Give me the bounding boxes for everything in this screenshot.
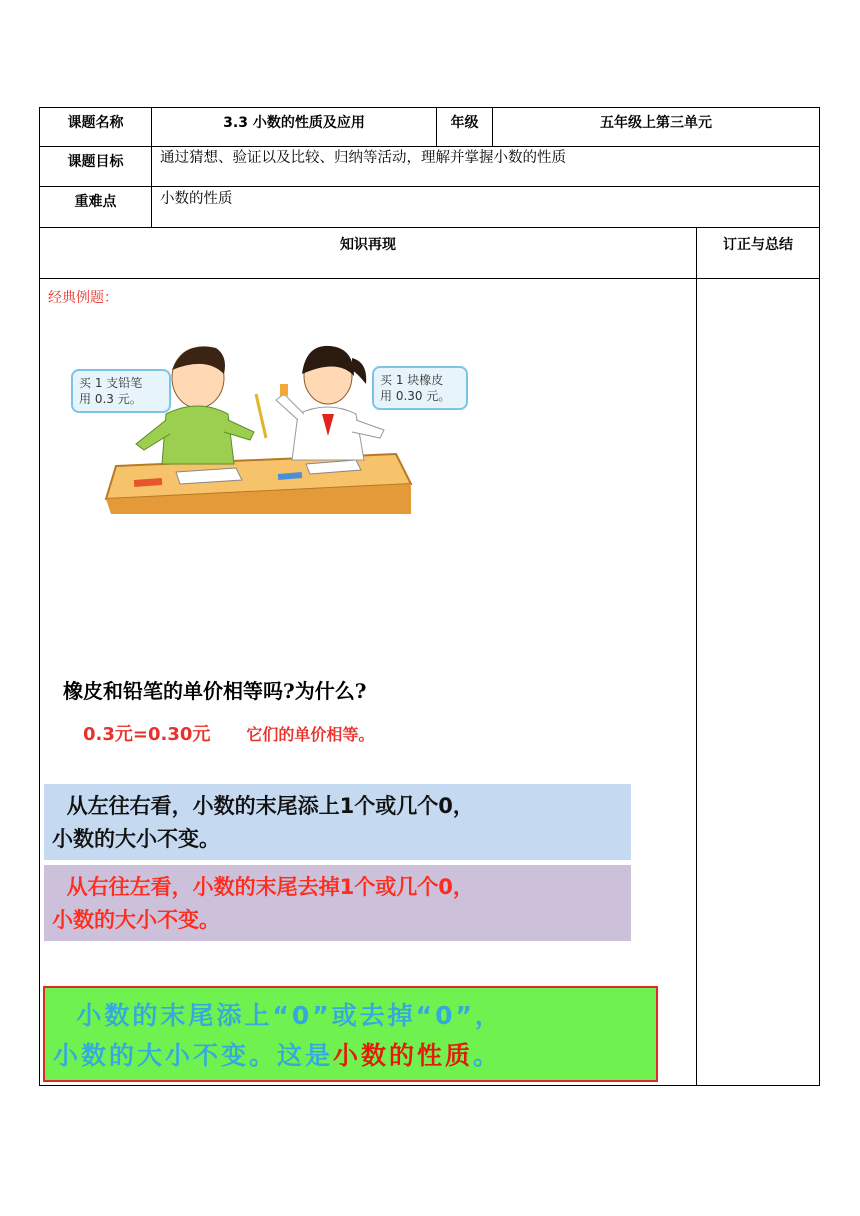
correction-label: 订正与总结 <box>696 227 820 279</box>
knowledge-label: 知识再现 <box>39 227 697 279</box>
rule-add-zero-box <box>44 784 631 860</box>
rule-remove-zero-box <box>44 865 631 941</box>
rule-remove-zero-line-1: 从右往左看，小数的末尾去掉1个或几个0， <box>52 875 474 899</box>
property-highlight: 小数的性质 <box>333 1041 474 1070</box>
example-label: 经典例题： <box>48 290 118 306</box>
boy-speech-bubble <box>71 369 171 413</box>
girl-bubble-line-2: 用 0.30 元。 <box>380 389 451 403</box>
classroom-illustration <box>66 334 486 514</box>
classroom-illustration-icon <box>66 334 486 514</box>
girl-speech-bubble <box>372 366 468 410</box>
rule-remove-zero-line-2: 小数的大小不变。 <box>52 908 220 932</box>
lesson-table <box>39 107 820 1086</box>
grade-value: 五年级上第三单元 <box>492 107 820 147</box>
girl-bubble-line-1: 买 1 块橡皮 <box>380 373 444 387</box>
key-label: 重难点 <box>39 186 152 228</box>
answer-conclusion: 它们的单价相等。 <box>246 725 375 744</box>
rule-add-zero-line-2: 小数的大小不变。 <box>52 827 220 851</box>
goal-value: 通过猜想、验证以及比较、归纳等活动，理解并掌握小数的性质 <box>151 146 820 187</box>
decimal-property-box <box>43 986 658 1082</box>
answer-equation: 0.3元=0.30元 <box>83 724 211 745</box>
title-label: 课题名称 <box>39 107 152 147</box>
key-value: 小数的性质 <box>151 186 820 228</box>
property-line-1: 小数的末尾添上“0”或去掉“0”， <box>53 1001 503 1030</box>
boy-bubble-line-1: 买 1 支铅笔 <box>79 376 143 390</box>
title-value: 3.3 小数的性质及应用 <box>151 107 437 147</box>
property-line-2 <box>53 1036 648 1076</box>
property-line-2-start: 小数的大小不变。这是 <box>53 1041 334 1070</box>
goal-label: 课题目标 <box>39 146 152 187</box>
knowledge-content <box>39 278 697 1086</box>
property-line-2-end: 。 <box>473 1041 502 1070</box>
example-answer <box>83 720 374 746</box>
rule-add-zero-line-1: 从左往右看，小数的末尾添上1个或几个0， <box>52 794 474 818</box>
grade-label: 年级 <box>436 107 493 147</box>
boy-bubble-line-2: 用 0.3 元。 <box>79 392 142 406</box>
correction-content <box>696 278 820 1086</box>
example-question: 橡皮和铅笔的单价相等吗?为什么? <box>63 679 367 703</box>
